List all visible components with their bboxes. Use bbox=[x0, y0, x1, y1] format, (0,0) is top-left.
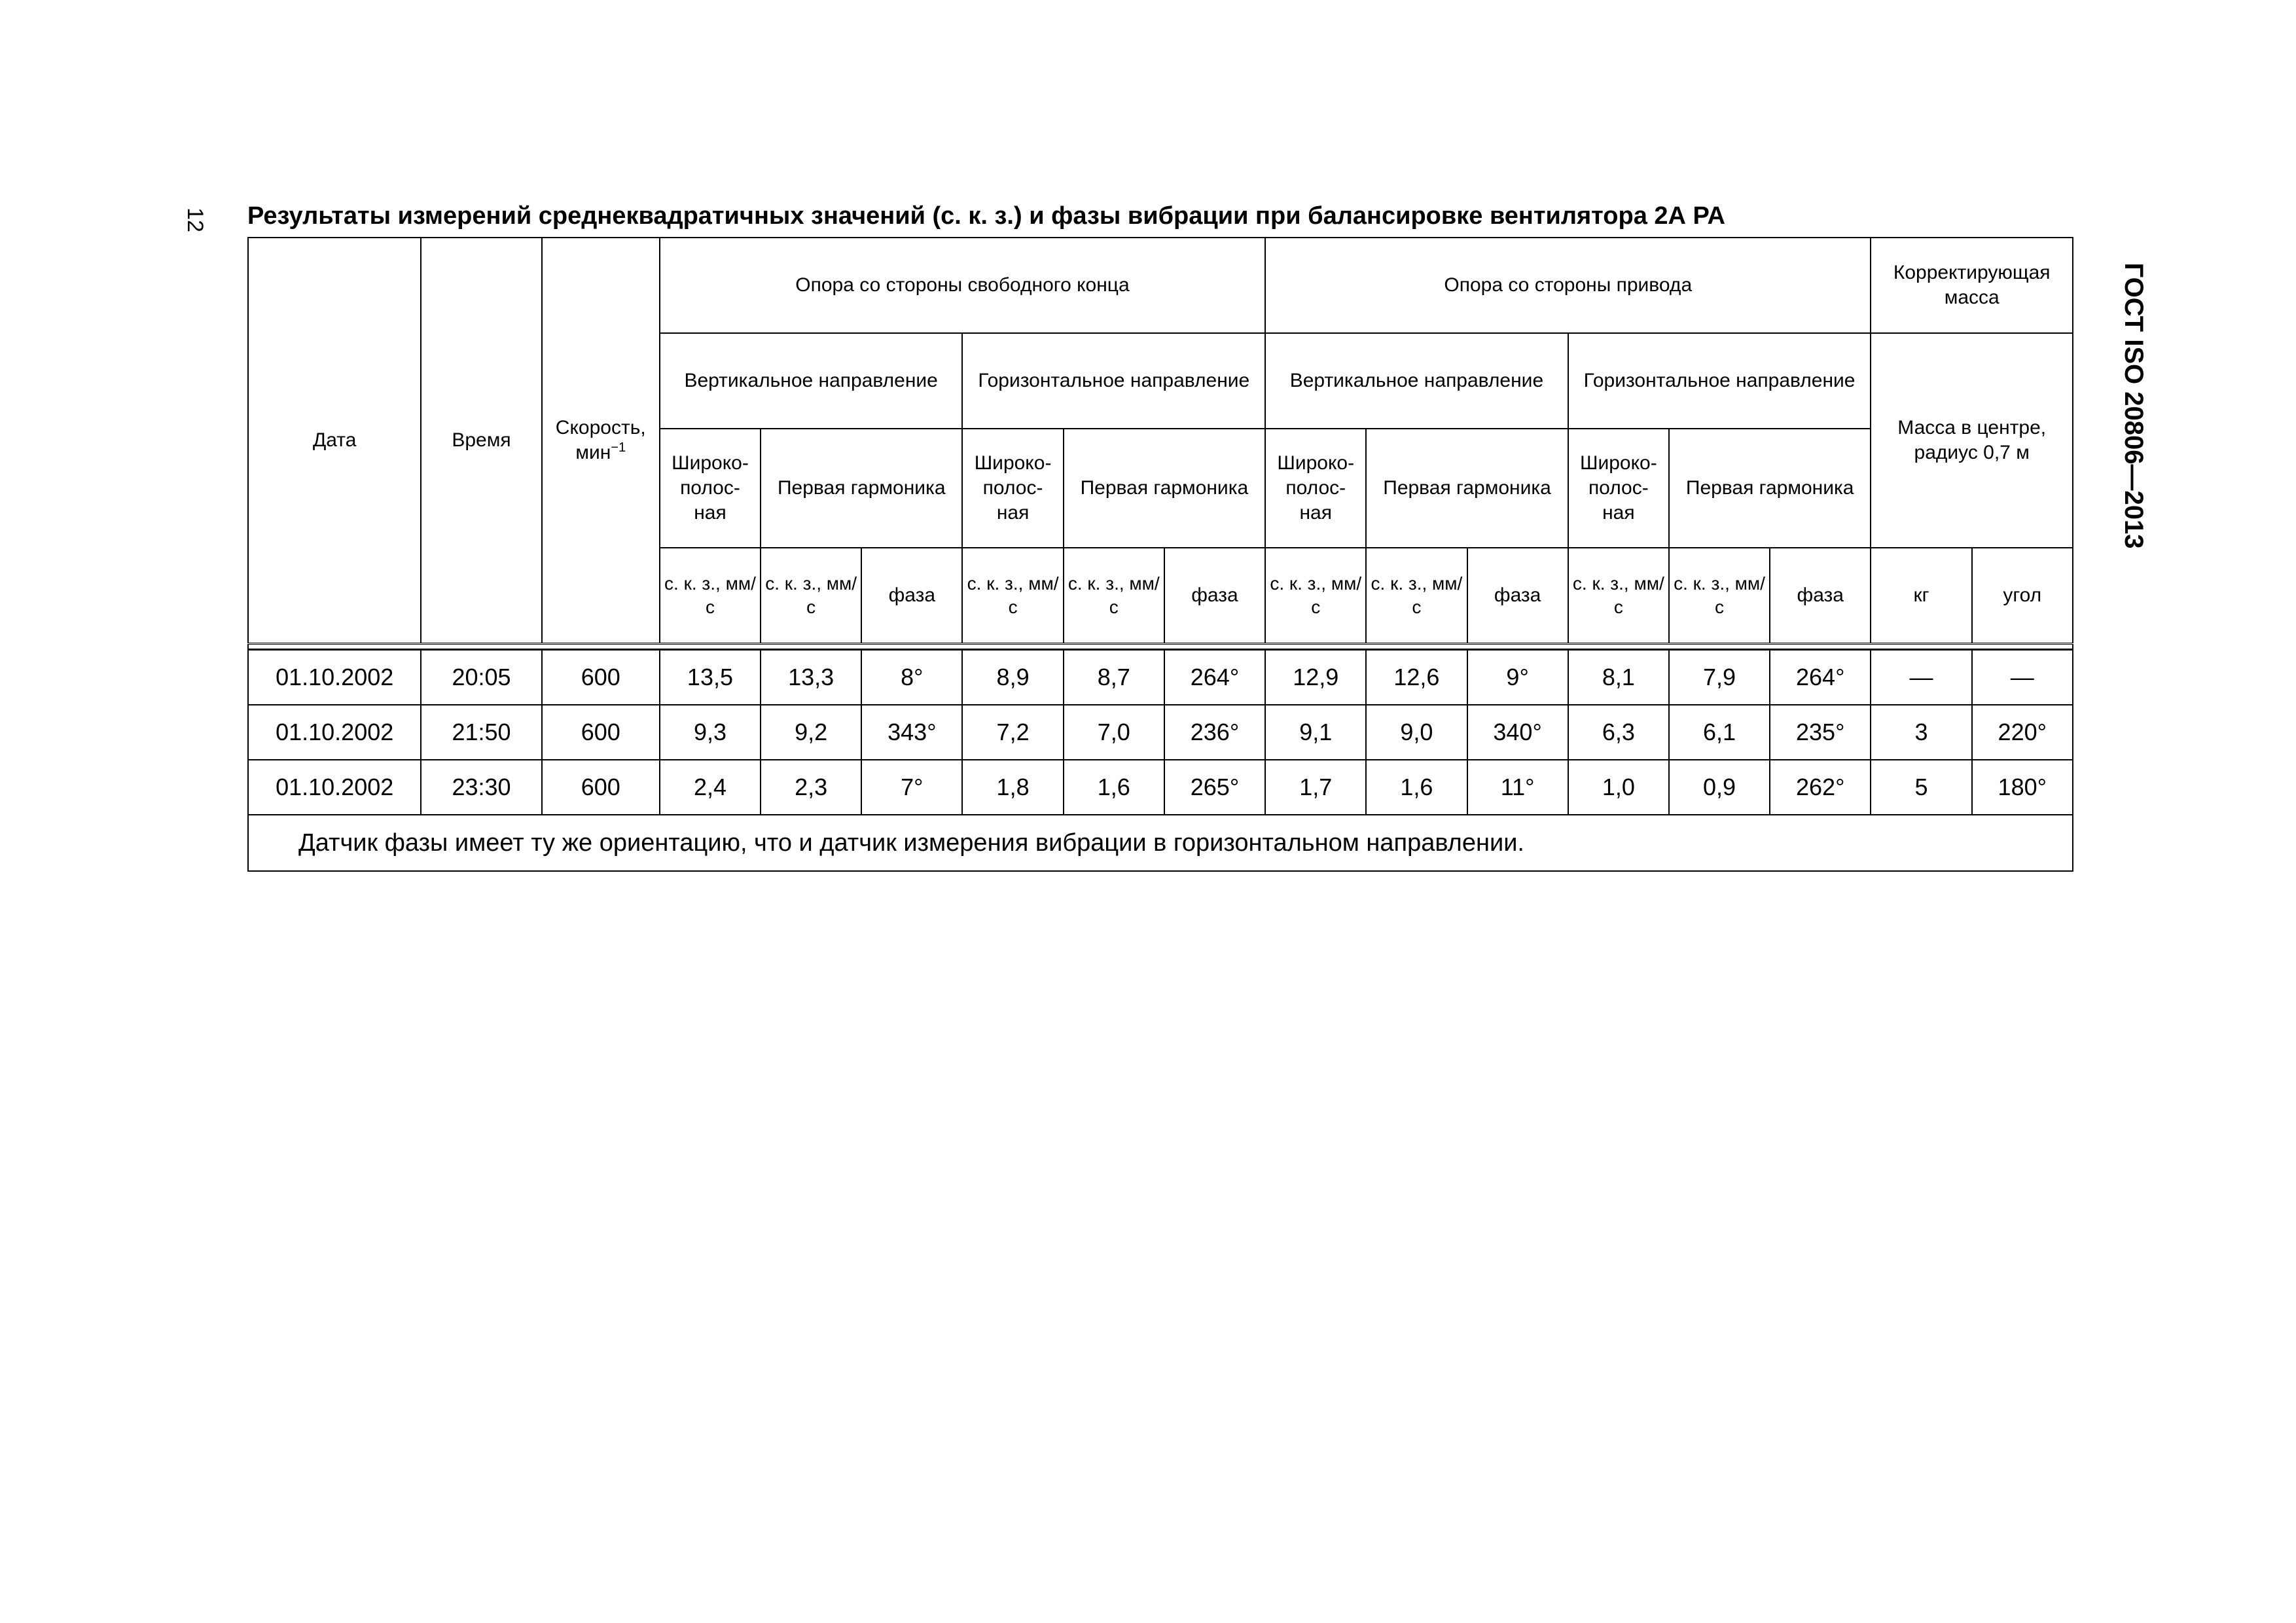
cell-drive-horiz-harmonic: 7,9 bbox=[1669, 650, 1770, 705]
cell-drive-horiz-phase: 262° bbox=[1770, 760, 1871, 815]
header-speed-text: Скорость, мин bbox=[555, 417, 646, 463]
cell-free-horiz-phase: 236° bbox=[1164, 705, 1265, 760]
header-drive-side: Опора со стороны привода bbox=[1265, 238, 1871, 333]
cell-date: 01.10.2002 bbox=[248, 650, 421, 705]
table-caption: Результаты измерений среднеквадратичных значений (с. к. з.) и фазы вибрации при балансировке вентилятора 2А РА bbox=[247, 202, 1725, 230]
cell-drive-vert-phase: 11° bbox=[1467, 760, 1568, 815]
cell-speed: 600 bbox=[542, 705, 660, 760]
header-rms-unit: с. к. з., мм/с bbox=[660, 548, 761, 644]
cell-time: 23:30 bbox=[421, 760, 541, 815]
header-rms-unit: с. к. з., мм/с bbox=[1265, 548, 1366, 644]
cell-free-horiz-broadband: 1,8 bbox=[962, 760, 1063, 815]
header-first-harmonic: Первая гармоника bbox=[1669, 429, 1871, 548]
cell-drive-vert-harmonic: 9,0 bbox=[1366, 705, 1467, 760]
cell-drive-vert-harmonic: 12,6 bbox=[1366, 650, 1467, 705]
header-free-vertical: Вертикальное направление bbox=[660, 333, 963, 429]
header-angle: угол bbox=[1972, 548, 2073, 644]
cell-free-vert-phase: 343° bbox=[861, 705, 962, 760]
header-broadband: Широко-полос-ная bbox=[962, 429, 1063, 548]
cell-mass-kg: 5 bbox=[1871, 760, 1971, 815]
header-phase: фаза bbox=[861, 548, 962, 644]
header-first-harmonic: Первая гармоника bbox=[761, 429, 962, 548]
table-note: Датчик фазы имеет ту же ориентацию, что и датчик измерения вибрации в горизонтальном направлении. bbox=[248, 815, 2073, 871]
cell-drive-vert-broadband: 9,1 bbox=[1265, 705, 1366, 760]
cell-free-horiz-harmonic: 1,6 bbox=[1064, 760, 1164, 815]
header-phase: фаза bbox=[1164, 548, 1265, 644]
cell-drive-horiz-harmonic: 6,1 bbox=[1669, 705, 1770, 760]
table-row bbox=[248, 760, 2073, 815]
table-row bbox=[248, 705, 2073, 760]
header-row-supports bbox=[248, 238, 2073, 333]
header-drive-vertical: Вертикальное направление bbox=[1265, 333, 1568, 429]
cell-drive-vert-phase: 340° bbox=[1467, 705, 1568, 760]
header-phase: фаза bbox=[1770, 548, 1871, 644]
cell-date: 01.10.2002 bbox=[248, 760, 421, 815]
header-rms-unit: с. к. з., мм/с bbox=[1064, 548, 1164, 644]
cell-speed: 600 bbox=[542, 650, 660, 705]
cell-drive-horiz-harmonic: 0,9 bbox=[1669, 760, 1770, 815]
cell-drive-vert-harmonic: 1,6 bbox=[1366, 760, 1467, 815]
header-speed-exponent: −1 bbox=[611, 440, 626, 455]
cell-drive-horiz-phase: 264° bbox=[1770, 650, 1871, 705]
header-mass-center: Масса в центре, радиус 0,7 м bbox=[1871, 333, 2073, 548]
header-rms-unit: с. к. з., мм/с bbox=[1568, 548, 1669, 644]
header-broadband: Широко-полос-ная bbox=[660, 429, 761, 548]
table-row bbox=[248, 650, 2073, 705]
cell-drive-horiz-broadband: 6,3 bbox=[1568, 705, 1669, 760]
cell-speed: 600 bbox=[542, 760, 660, 815]
header-free-end: Опора со стороны свободного конца bbox=[660, 238, 1265, 333]
page-number: 12 bbox=[183, 207, 207, 232]
cell-drive-horiz-broadband: 8,1 bbox=[1568, 650, 1669, 705]
header-speed bbox=[542, 238, 660, 644]
header-broadband: Широко-полос-ная bbox=[1568, 429, 1669, 548]
cell-free-vert-harmonic: 13,3 bbox=[761, 650, 861, 705]
header-drive-horizontal: Горизонтальное направление bbox=[1568, 333, 1871, 429]
header-rms-unit: с. к. з., мм/с bbox=[1669, 548, 1770, 644]
cell-time: 21:50 bbox=[421, 705, 541, 760]
cell-drive-vert-broadband: 1,7 bbox=[1265, 760, 1366, 815]
cell-free-vert-harmonic: 2,3 bbox=[761, 760, 861, 815]
cell-free-horiz-harmonic: 8,7 bbox=[1064, 650, 1164, 705]
cell-mass-angle: 220° bbox=[1972, 705, 2073, 760]
header-separator bbox=[248, 644, 2073, 650]
cell-free-horiz-harmonic: 7,0 bbox=[1064, 705, 1164, 760]
cell-time: 20:05 bbox=[421, 650, 541, 705]
header-rms-unit: с. к. з., мм/с bbox=[761, 548, 861, 644]
cell-free-horiz-broadband: 7,2 bbox=[962, 705, 1063, 760]
cell-date: 01.10.2002 bbox=[248, 705, 421, 760]
cell-free-vert-broadband: 9,3 bbox=[660, 705, 761, 760]
results-table bbox=[247, 237, 2073, 872]
cell-free-horiz-phase: 265° bbox=[1164, 760, 1265, 815]
header-rms-unit: с. к. з., мм/с bbox=[1366, 548, 1467, 644]
table-note-row bbox=[248, 815, 2073, 871]
header-phase: фаза bbox=[1467, 548, 1568, 644]
cell-mass-angle: — bbox=[1972, 650, 2073, 705]
cell-free-vert-broadband: 13,5 bbox=[660, 650, 761, 705]
header-broadband: Широко-полос-ная bbox=[1265, 429, 1366, 548]
header-time: Время bbox=[421, 238, 541, 644]
header-free-horizontal: Горизонтальное направление bbox=[962, 333, 1265, 429]
header-separator-cell bbox=[248, 644, 2073, 650]
cell-drive-horiz-phase: 235° bbox=[1770, 705, 1871, 760]
standard-label: ГОСТ ISO 20806—2013 bbox=[2119, 262, 2148, 549]
cell-mass-angle: 180° bbox=[1972, 760, 2073, 815]
cell-free-vert-phase: 7° bbox=[861, 760, 962, 815]
cell-free-horiz-phase: 264° bbox=[1164, 650, 1265, 705]
cell-drive-horiz-broadband: 1,0 bbox=[1568, 760, 1669, 815]
cell-drive-vert-phase: 9° bbox=[1467, 650, 1568, 705]
header-rms-unit: с. к. з., мм/с bbox=[962, 548, 1063, 644]
header-first-harmonic: Первая гармоника bbox=[1064, 429, 1265, 548]
cell-free-horiz-broadband: 8,9 bbox=[962, 650, 1063, 705]
header-correction-mass: Корректирующая масса bbox=[1871, 238, 2073, 333]
cell-free-vert-harmonic: 9,2 bbox=[761, 705, 861, 760]
cell-drive-vert-broadband: 12,9 bbox=[1265, 650, 1366, 705]
cell-free-vert-phase: 8° bbox=[861, 650, 962, 705]
cell-free-vert-broadband: 2,4 bbox=[660, 760, 761, 815]
cell-mass-kg: — bbox=[1871, 650, 1971, 705]
header-first-harmonic: Первая гармоника bbox=[1366, 429, 1568, 548]
cell-mass-kg: 3 bbox=[1871, 705, 1971, 760]
header-date: Дата bbox=[248, 238, 421, 644]
header-kg: кг bbox=[1871, 548, 1971, 644]
